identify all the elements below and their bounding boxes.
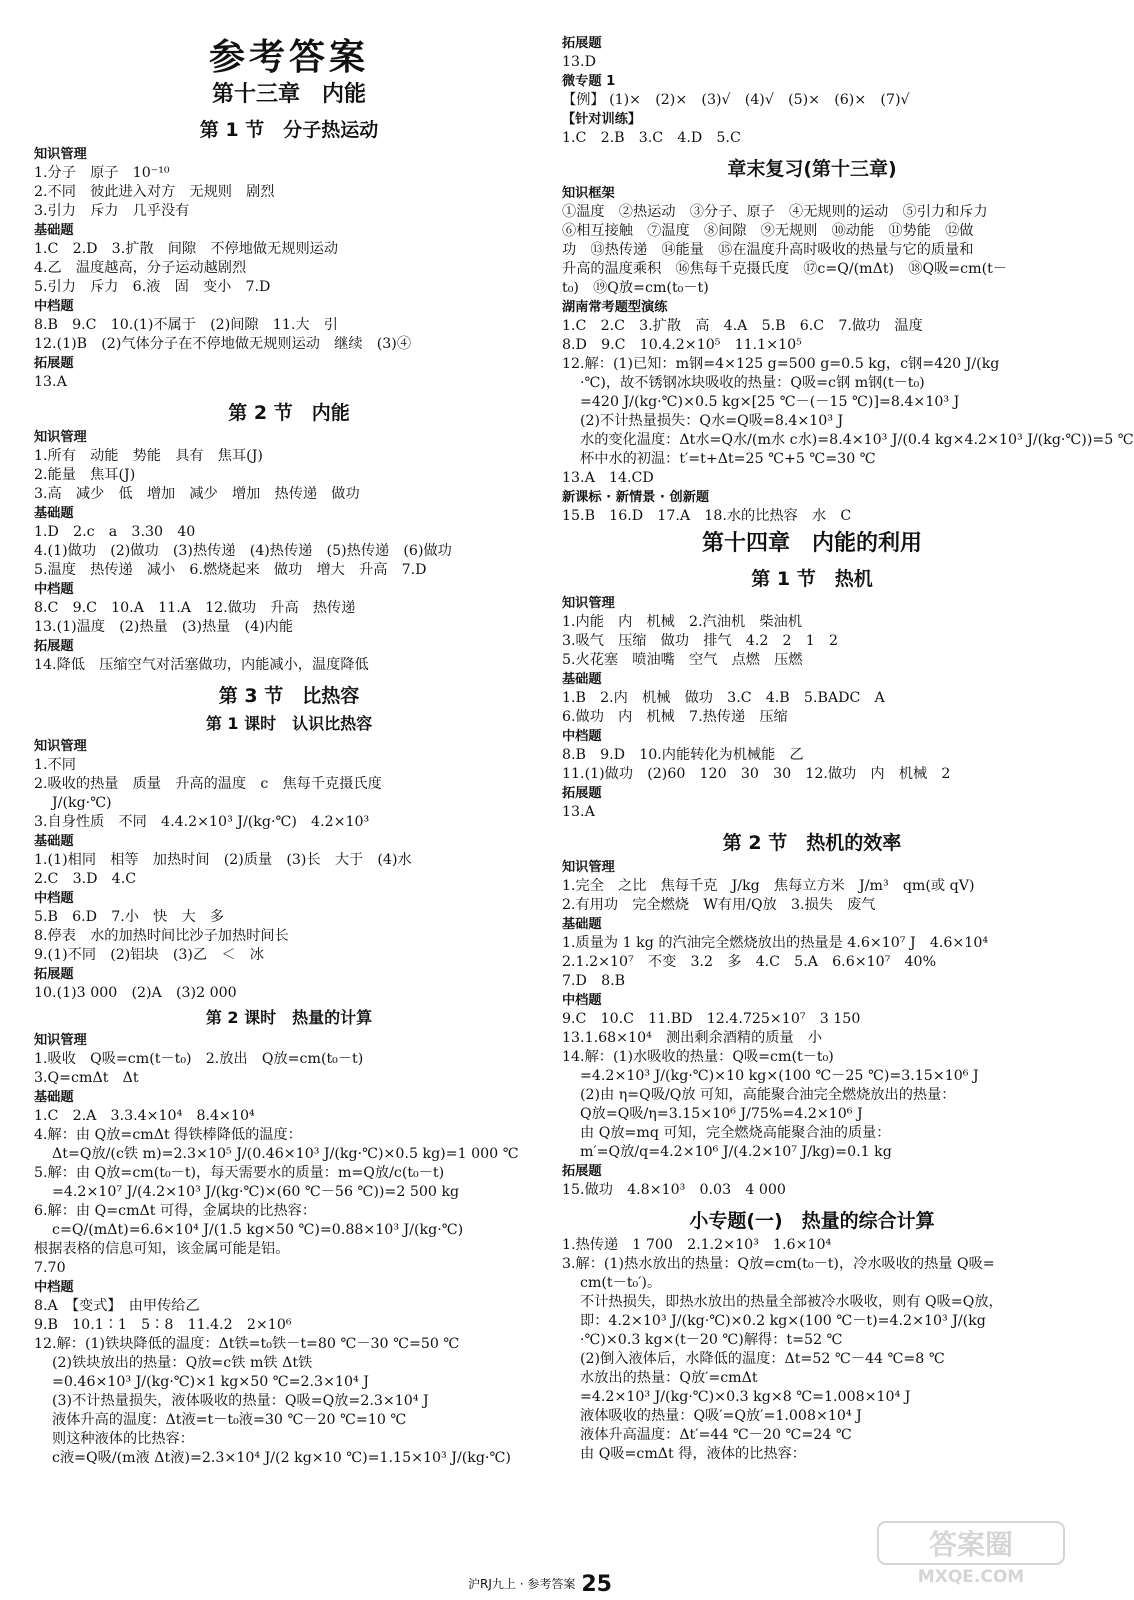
- answer-line: (2)不计热量损失：Q水=Q吸=8.4×10³ J: [580, 413, 844, 429]
- section-label: 拓展题: [562, 1164, 602, 1179]
- answer-line: 功 ⑬热传递 ⑭能量 ⑮在温度升高时吸收的热量与它的质量和: [562, 242, 974, 258]
- answer-line: 9.C 10.C 11.BD 12.4.725×10⁷ 3 150: [562, 1011, 861, 1027]
- watermark-brand: 答案圈: [928, 1528, 1014, 1561]
- section-heading: 小专题(一) 热量的综合计算: [689, 1210, 935, 1232]
- answer-line: 升高的温度乘积 ⑯焦每千克摄氏度 ⑰c=Q/(mΔt) ⑱Q吸=cm(t－: [562, 261, 1007, 277]
- footer-label: 沪RJ九上 · 参考答案: [468, 1577, 576, 1591]
- answer-line: 液体升高温度：Δt′=44 ℃－20 ℃=24 ℃: [580, 1427, 852, 1443]
- answer-line: 8.B 9.D 10.内能转化为机械能 乙: [562, 747, 804, 763]
- left-column: [34, 0, 544, 1468]
- section-label: 拓展题: [562, 36, 602, 51]
- answer-line: 13.D: [562, 54, 596, 70]
- answer-line: 水的变化温度：Δt水=Q水/(m水 c水)=8.4×10³ J/(0.4 kg×4.2×10³ J/(kg·℃))=5 ℃: [580, 432, 1134, 448]
- answer-line: =420 J/(kg·℃)×0.5 kg×[25 ℃－(－15 ℃)]=8.4×10³ J: [580, 394, 960, 410]
- section-label: 【针对训练】: [562, 112, 642, 127]
- answer-line: J/(kg·℃): [52, 795, 112, 811]
- answer-line: c=Q/(mΔt)=6.6×10⁴ J/(1.5 kg×50 ℃)=0.88×10³ J/(kg·℃): [52, 1222, 464, 1238]
- answer-line: ·℃)，故不锈钢冰块吸收的热量：Q吸=c钢 m钢(t－t₀): [580, 375, 925, 391]
- answer-line: ①温度 ②热运动 ③分子、原子 ④无规则的运动 ⑤引力和斥力: [562, 204, 988, 220]
- section-label: 基础题: [562, 917, 602, 932]
- answer-line: (2)铁块放出的热量：Q放=c铁 m铁 Δt铁: [52, 1355, 313, 1371]
- right-column: [562, 34, 1134, 1464]
- answer-line: 5.引力 斥力 6.液 固 变小 7.D: [34, 279, 271, 295]
- answer-line: 14.降低 压缩空气对活塞做功，内能减小，温度降低: [34, 657, 369, 673]
- section-label: 微专题 1: [562, 74, 616, 89]
- section-label: 知识管理: [34, 739, 87, 754]
- section-label: 拓展题: [34, 639, 74, 654]
- answer-line: 由 Q放=mq 可知，完全燃烧高能聚合油的质量：: [580, 1125, 891, 1141]
- answer-line: 12.(1)B (2)气体分子在不停地做无规则运动 继续 (3)④: [34, 336, 412, 352]
- lesson-heading: 第 2 课时 热量的计算: [205, 1008, 373, 1027]
- answer-line: 2.1.2×10⁷ 不变 3.2 多 4.C 5.A 6.6×10⁷ 40%: [562, 954, 937, 970]
- answer-line: 12.解：(1)铁块降低的温度：Δt铁=t₀铁－t=80 ℃－30 ℃=50 ℃: [34, 1336, 460, 1352]
- answer-line: 5.火花塞 喷油嘴 空气 点燃 压燃: [562, 652, 803, 668]
- answer-line: 2.C 3.D 4.C: [34, 871, 137, 887]
- answer-line: 6.做功 内 机械 7.热传递 压缩: [562, 709, 788, 725]
- section-heading: 第 1 节 热机: [751, 568, 873, 590]
- answer-line: 则这种液体的比热容：: [52, 1431, 194, 1447]
- answer-line: 水放出的热量：Q放′=cmΔt: [580, 1370, 758, 1386]
- left-content: [34, 81, 544, 1468]
- section-label: 中档题: [34, 891, 74, 906]
- answer-line: 7.70: [34, 1260, 66, 1276]
- section-label: 中档题: [562, 993, 602, 1008]
- page-footer: [468, 1572, 612, 1597]
- answer-line: =4.2×10³ J/(kg·℃)×10 kg×(100 ℃－25 ℃)=3.15×10⁶ J: [580, 1068, 979, 1084]
- answer-line: =4.2×10⁷ J/(4.2×10³ J/(kg·℃)×(60 ℃－56 ℃))=2 500 kg: [52, 1184, 460, 1200]
- answer-line: 2.有用功 完全燃烧 W有用/Q放 3.损失 废气: [562, 897, 876, 913]
- section-heading: 第 3 节 比热容: [218, 685, 360, 707]
- answer-line: 1.(1)相同 相等 加热时间 (2)质量 (3)长 大于 (4)水: [34, 852, 412, 868]
- answer-line: 1.完全 之比 焦每千克 J/kg 焦每立方米 J/m³ qm(或 qV): [562, 878, 975, 894]
- chapter-heading: 第十四章 内能的利用: [701, 531, 922, 556]
- answer-line: 1.吸收 Q吸=cm(t－t₀) 2.放出 Q放=cm(t₀－t): [34, 1051, 364, 1067]
- answer-line: 3.吸气 压缩 做功 排气 4.2 2 1 2: [562, 633, 838, 649]
- answer-line: c液=Q吸/(m液 Δt液)=2.3×10⁴ J/(2 kg×10 ℃)=1.15×10³ J/(kg·℃): [52, 1450, 511, 1466]
- answer-line: 3.解：(1)热水放出的热量：Q放=cm(t₀－t)，冷水吸收的热量 Q吸=: [562, 1256, 995, 1272]
- answer-line: ·℃)×0.3 kg×(t－20 ℃)解得：t=52 ℃: [580, 1332, 843, 1348]
- answer-line: Δt=Q放/(c铁 m)=2.3×10⁵ J/(0.46×10³ J/(kg·℃)×0.5 kg)=1 000 ℃: [52, 1146, 519, 1162]
- answer-line: 即：4.2×10³ J/(kg·℃)×0.2 kg×(100 ℃－t)=4.2×10³ J/(kg: [580, 1313, 986, 1329]
- answer-line: 不计热损失，即热水放出的热量全部被冷水吸收，则有 Q吸=Q放，: [580, 1294, 1003, 1310]
- answer-line: 15.做功 4.8×10³ 0.03 4 000: [562, 1182, 786, 1198]
- section-label: 中档题: [562, 729, 602, 744]
- section-heading: 第 2 节 热机的效率: [722, 832, 902, 854]
- answer-line: 1.内能 内 机械 2.汽油机 柴油机: [562, 614, 802, 630]
- answer-line: 1.C 2.B 3.C 4.D 5.C: [562, 130, 741, 146]
- answer-line: =0.46×10³ J/(kg·℃)×1 kg×50 ℃=2.3×10⁴ J: [52, 1374, 369, 1390]
- section-label: 中档题: [34, 299, 74, 314]
- answer-line: 10.(1)3 000 (2)A (3)2 000: [34, 985, 237, 1001]
- section-heading: 章末复习(第十三章): [727, 158, 897, 180]
- section-label: 知识管理: [562, 596, 615, 611]
- answer-line: 9.(1)不同 (2)铝块 (3)乙 ＜ 冰: [34, 947, 264, 963]
- answer-line: m′=Q放/q=4.2×10⁶ J/(4.2×10⁷ J/kg)=0.1 kg: [580, 1144, 892, 1160]
- answer-line: 5.温度 热传递 减小 6.燃烧起来 做功 增大 升高 7.D: [34, 562, 427, 578]
- answer-line: 1.热传递 1 700 2.1.2×10³ 1.6×10⁴: [562, 1237, 832, 1253]
- answer-line: ⑥相互接触 ⑦温度 ⑧间隙 ⑨无规则 ⑩动能 ⑪势能 ⑫做: [562, 223, 974, 239]
- answer-line: 液体吸收的热量：Q吸′=Q放′=1.008×10⁴ J: [580, 1408, 862, 1424]
- section-label: 基础题: [562, 672, 602, 687]
- answer-line: 13.A 14.CD: [562, 470, 654, 486]
- answer-line: 2.不同 彼此进入对方 无规则 剧烈: [34, 184, 275, 200]
- answer-line: 杯中水的初温：t′=t+Δt=25 ℃+5 ℃=30 ℃: [580, 451, 876, 467]
- watermark-logo: [876, 1520, 1066, 1586]
- section-label: 知识管理: [34, 430, 87, 445]
- answer-line: 【例】 (1)× (2)× (3)√ (4)√ (5)× (6)× (7)√: [562, 92, 910, 108]
- page-title: 参考答案: [208, 37, 369, 78]
- right-content: [562, 34, 1134, 1464]
- answer-line: 3.Q=cmΔt Δt: [34, 1070, 139, 1086]
- answer-line: 1.质量为 1 kg 的汽油完全燃烧放出的热量是 4.6×10⁷ J 4.6×10⁴: [562, 935, 989, 951]
- answer-line: 根据表格的信息可知，该金属可能是铝。: [34, 1241, 290, 1257]
- answer-line: 13.A: [562, 804, 595, 820]
- section-label: 基础题: [34, 834, 74, 849]
- answer-line: 5.解：由 Q放=cm(t₀－t)，每天需要水的质量：m=Q放/c(t₀－t): [34, 1165, 445, 1181]
- answer-line: 5.B 6.D 7.小 快 大 多: [34, 909, 225, 925]
- section-label: 拓展题: [562, 786, 602, 801]
- answer-line: 8.C 9.C 10.A 11.A 12.做功 升高 热传递: [34, 600, 356, 616]
- answer-line: 15.B 16.D 17.A 18.水的比热容 水 C: [562, 508, 852, 524]
- answer-line: 8.D 9.C 10.4.2×10⁵ 11.1×10⁵: [562, 337, 802, 353]
- answer-line: 12.解：(1)已知：m钢=4×125 g=500 g=0.5 kg，c钢=420 J/(kg: [562, 356, 1000, 372]
- answer-line: (2)倒入液体后，水降低的温度：Δt=52 ℃－44 ℃=8 ℃: [580, 1351, 945, 1367]
- answer-line: 13.1.68×10⁴ 测出剩余酒精的质量 小: [562, 1030, 823, 1046]
- section-label: 知识框架: [562, 186, 615, 201]
- page-number: 25: [581, 1572, 612, 1597]
- chapter-heading: 第十三章 内能: [211, 82, 366, 107]
- answer-line: 4.乙 温度越高，分子运动越剧烈: [34, 260, 247, 276]
- answer-line: 1.分子 原子 10⁻¹⁰: [34, 165, 170, 181]
- answer-line: 3.高 减少 低 增加 减少 增加 热传递 做功: [34, 486, 360, 502]
- answer-line: 1.C 2.A 3.3.4×10⁴ 8.4×10⁴: [34, 1108, 255, 1124]
- answer-line: (3)不计热量损失，液体吸收的热量：Q吸=Q放=2.3×10⁴ J: [52, 1393, 429, 1409]
- answer-line: 7.D 8.B: [562, 973, 626, 989]
- answer-line: 液体升高的温度：Δt液=t－t₀液=30 ℃－20 ℃=10 ℃: [52, 1412, 407, 1428]
- answer-line: 9.B 10.1∶1 5∶8 11.4.2 2×10⁶: [34, 1317, 292, 1333]
- answer-line: (2)由 η=Q吸/Q放 可知，高能聚合油完全燃烧放出的热量：: [580, 1087, 956, 1103]
- section-heading: 第 1 节 分子热运动: [199, 119, 379, 141]
- answer-line: 8.A 【变式】 由甲传给乙: [34, 1298, 200, 1314]
- section-label: 拓展题: [34, 967, 74, 982]
- answer-line: cm(t－t₀′)。: [580, 1275, 662, 1291]
- lesson-heading: 第 1 课时 认识比热容: [205, 714, 373, 733]
- answer-line: 1.C 2.C 3.扩散 高 4.A 5.B 6.C 7.做功 温度: [562, 318, 923, 334]
- answer-line: =4.2×10³ J/(kg·℃)×0.3 kg×8 ℃=1.008×10⁴ J: [580, 1389, 911, 1405]
- answer-line: 8.B 9.C 10.(1)不属于 (2)间隙 11.大 引: [34, 317, 338, 333]
- answer-line: Q放=Q吸/η=3.15×10⁶ J/75%=4.2×10⁶ J: [580, 1106, 863, 1122]
- section-label: 中档题: [34, 1280, 74, 1295]
- section-label: 知识管理: [562, 860, 615, 875]
- section-label: 基础题: [34, 506, 74, 521]
- answer-line: 2.吸收的热量 质量 升高的温度 c 焦每千克摄氏度: [34, 776, 382, 792]
- section-label: 新课标 · 新情景 · 创新题: [562, 490, 710, 505]
- answer-line: 13.A: [34, 374, 67, 390]
- answer-line: 由 Q吸=cmΔt 得，液体的比热容：: [580, 1446, 806, 1462]
- answer-line: 6.解：由 Q=cmΔt 可得，金属块的比热容：: [34, 1203, 317, 1219]
- section-label: 基础题: [34, 1090, 74, 1105]
- section-heading: 第 2 节 内能: [228, 402, 350, 424]
- answer-line: 13.(1)温度 (2)热量 (3)热量 (4)内能: [34, 619, 294, 635]
- answer-line: 1.D 2.c a 3.30 40: [34, 524, 196, 540]
- answer-line: 1.B 2.内 机械 做功 3.C 4.B 5.BADC A: [562, 690, 885, 706]
- section-label: 中档题: [34, 582, 74, 597]
- section-label: 湖南常考题型演练: [562, 300, 668, 315]
- answer-line: 2.能量 焦耳(J): [34, 467, 136, 483]
- section-label: 知识管理: [34, 1033, 87, 1048]
- answer-line: 3.引力 斥力 几乎没有: [34, 203, 190, 219]
- answer-line: 1.C 2.D 3.扩散 间隙 不停地做无规则运动: [34, 241, 339, 257]
- watermark-url: MXQE.COM: [917, 1567, 1025, 1587]
- section-label: 拓展题: [34, 356, 74, 371]
- answer-line: 4.(1)做功 (2)做功 (3)热传递 (4)热传递 (5)热传递 (6)做功: [34, 543, 452, 559]
- answer-line: 4.解：由 Q放=cmΔt 得铁棒降低的温度：: [34, 1127, 302, 1143]
- answer-line: 11.(1)做功 (2)60 120 30 30 12.做功 内 机械 2: [562, 766, 951, 782]
- answer-line: 1.不同: [34, 757, 76, 773]
- answer-line: 8.停表 水的加热时间比沙子加热时间长: [34, 928, 289, 944]
- answer-line: 1.所有 动能 势能 具有 焦耳(J): [34, 448, 263, 464]
- answer-line: 3.自身性质 不同 4.4.2×10³ J/(kg·℃) 4.2×10³: [34, 814, 370, 830]
- answer-line: 14.解：(1)水吸收的热量：Q吸=cm(t－t₀): [562, 1049, 834, 1065]
- section-label: 基础题: [34, 223, 74, 238]
- answer-line: t₀) ⑲Q放=cm(t₀－t): [562, 280, 709, 296]
- section-label: 知识管理: [34, 147, 87, 162]
